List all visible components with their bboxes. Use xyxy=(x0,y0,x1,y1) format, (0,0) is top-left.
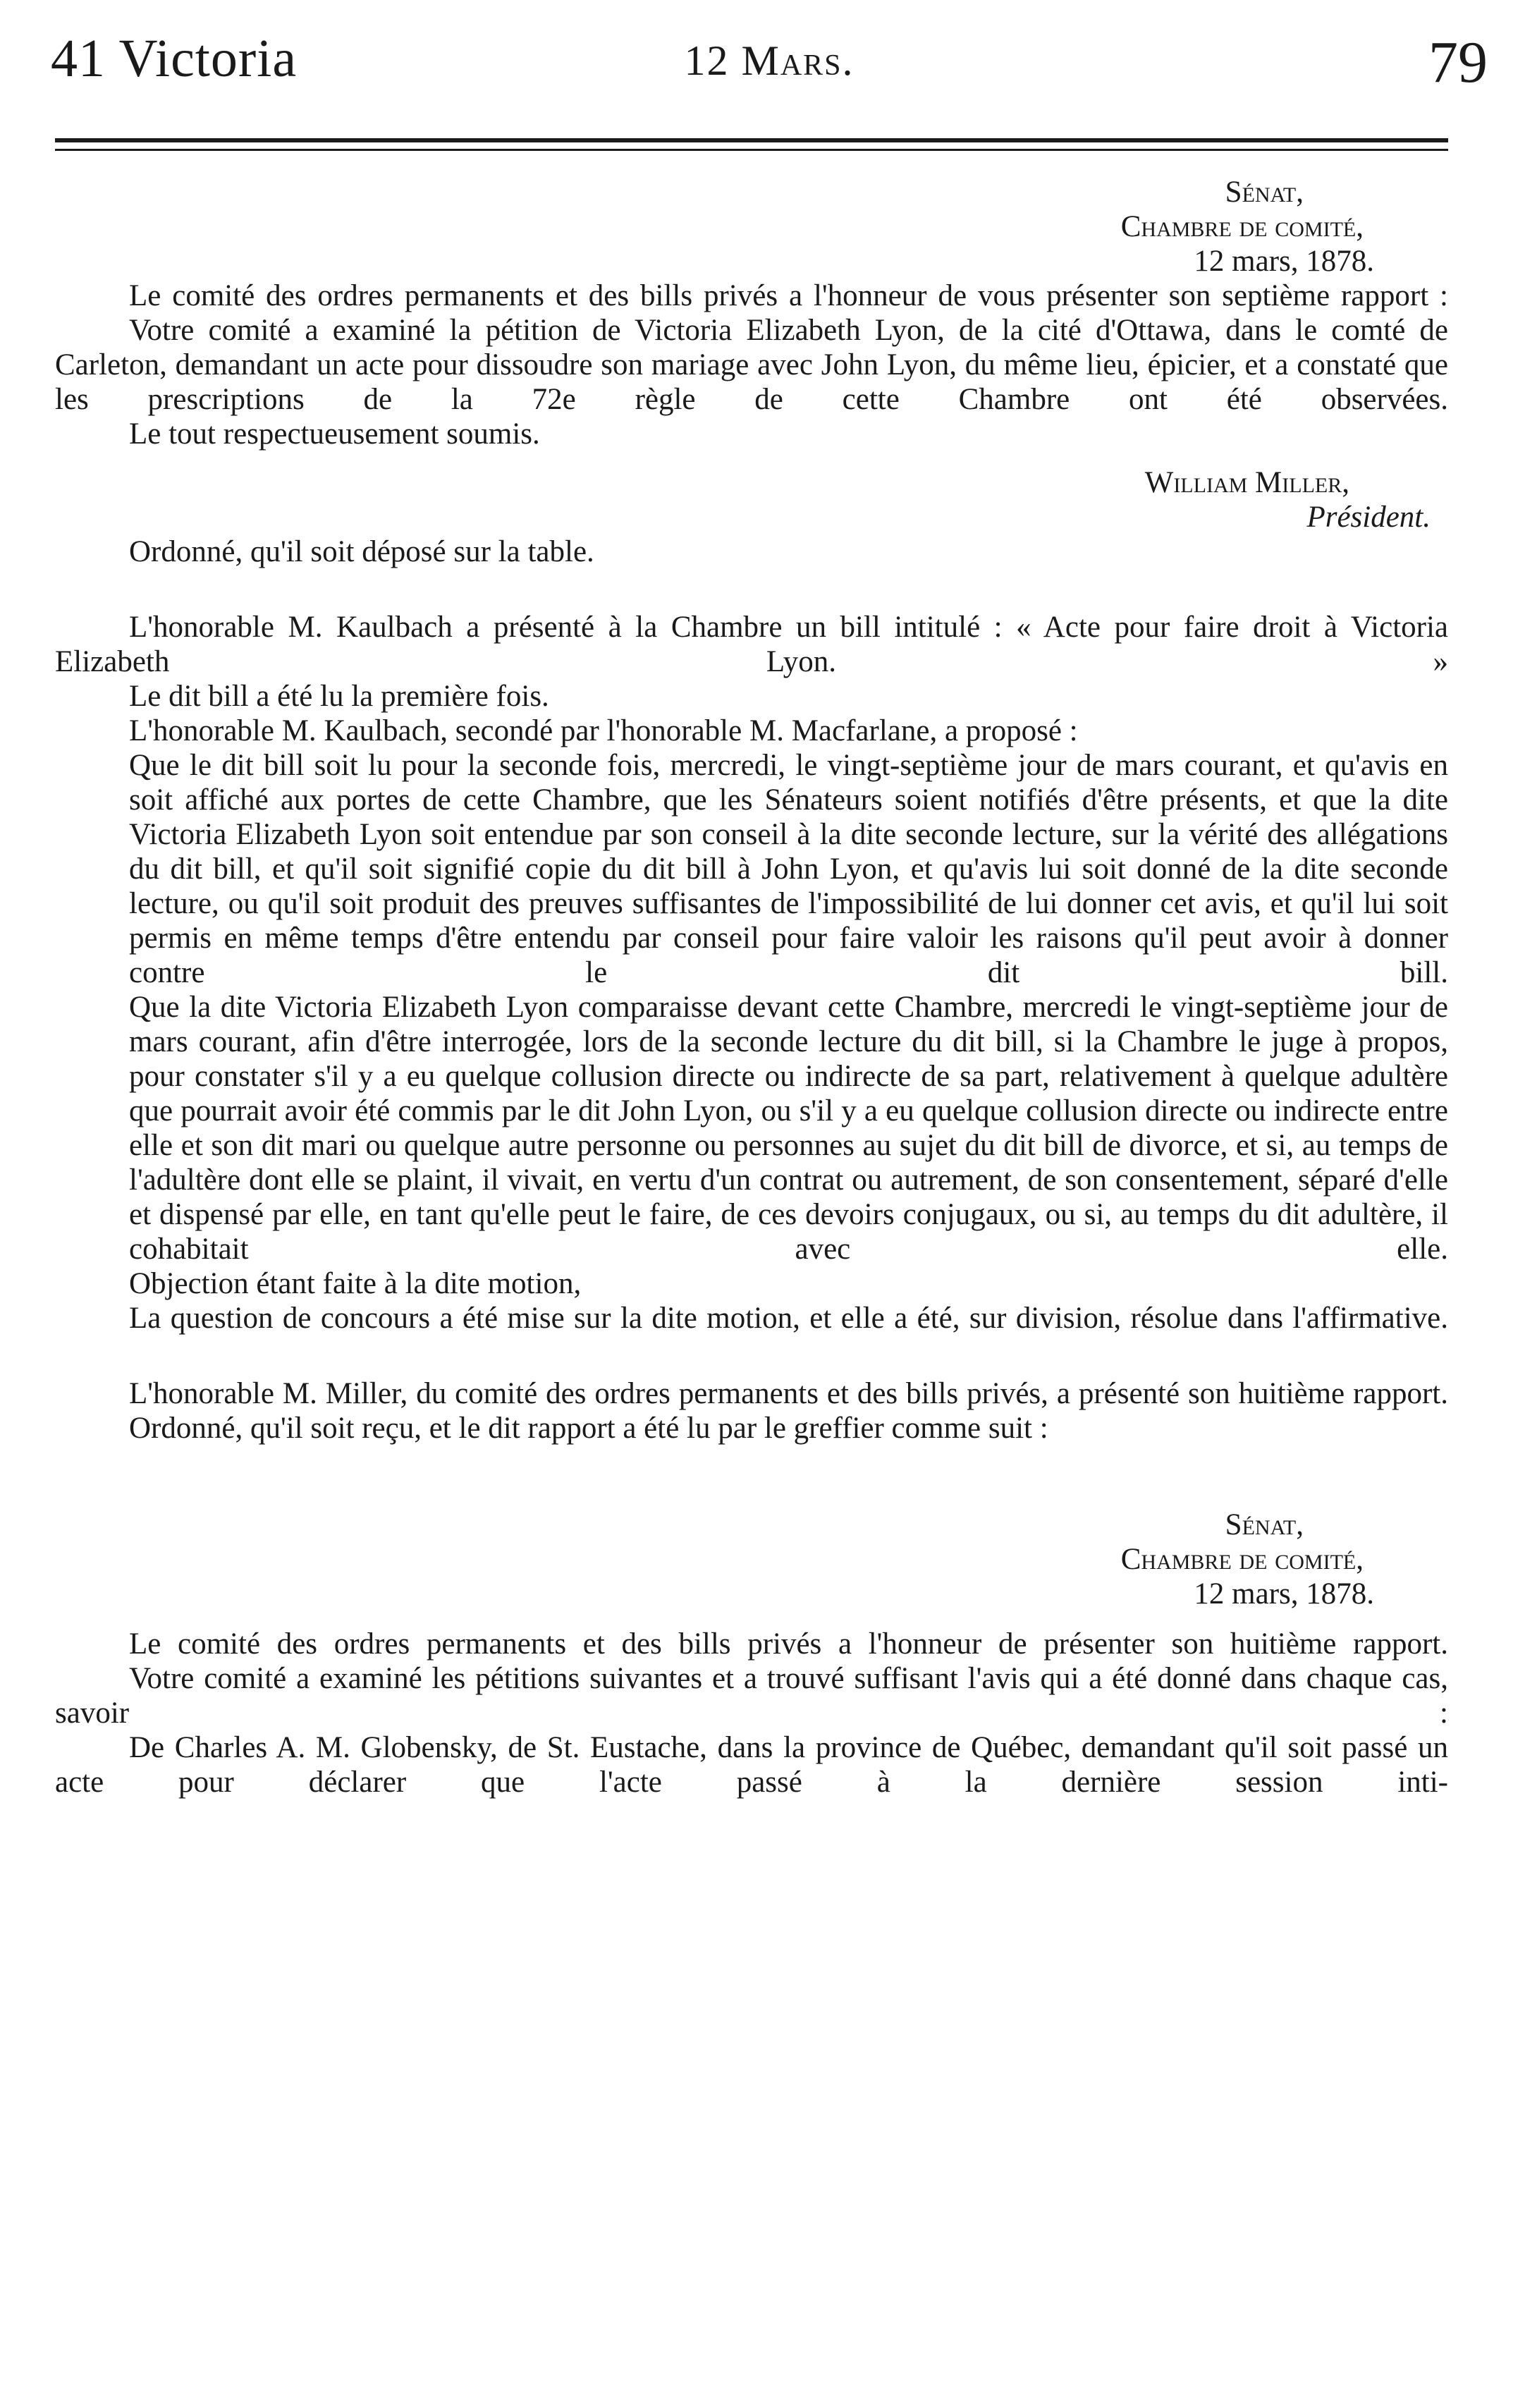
header-date: 12 Mars. xyxy=(684,37,855,84)
motion-proposed: L'honorable M. Kaulbach, secondé par l'honorable M. Macfarlane, a proposé : xyxy=(129,714,1078,747)
running-header xyxy=(51,28,1488,113)
motion-second-reading: Que le dit bill soit lu pour la seconde fois, mercredi, le vingt-septième jour de mars courant, et qu'avis en soit affiché aux portes de cette Chambre, que les Sénateurs soient notifiés d'être présents, et que la dite Victoria Elizabeth Lyon soit entendue par son conseil à la dite seconde lecture, sur la vérité des allégations du dit bill, et qu'il soit signifié copie du dit bill à John Lyon, et qu'avis lui soit donné de la dite seconde lecture, ou qu'il soit produit des preuves suffisantes de l'impossibilité de lui donner cet avis, et qu'il lui soit permis en même temps d'être entendu par conseil pour faire valoir les raisons qu'il peut avoir à donner contre le dit bill. xyxy=(129,749,1448,989)
report1-heading-senat: Sénat, xyxy=(1225,176,1304,209)
report2-intro: Le comité des ordres permanents et des bills privés a l'honneur de présenter son huitième rapport. xyxy=(129,1627,1448,1661)
bill-first-reading: Le dit bill a été lu la première fois. xyxy=(129,680,549,713)
report1-closing: Le tout respectueusement soumis. xyxy=(129,417,540,451)
report2-heading-chambre: Chambre de comité, xyxy=(1120,1543,1364,1576)
eighth-report-presented: L'honorable M. Miller, du comité des ordres permanents et des bills privés, a présenté son huitième rapport. xyxy=(129,1377,1448,1410)
eighth-report-order: Ordonné, qu'il soit reçu, et le dit rapport a été lu par le greffier comme suit : xyxy=(129,1412,1048,1445)
report1-intro: Le comité des ordres permanents et des bills privés a l'honneur de vous présenter son septième rapport : xyxy=(129,279,1448,312)
header-session: 41 Victoria xyxy=(51,29,298,88)
report1-petition: Votre comité a examiné la pétition de Victoria Elizabeth Lyon, de la cité d'Ottawa, dans le comté de Carleton, demandant un acte pour dissoudre son mariage avec John Lyon, du même lieu, épicier, et a constaté que les prescriptions de la 72e règle de cette Chambre ont été observées. xyxy=(55,314,1448,416)
motion-resolution: La question de concours a été mise sur la dite motion, et elle a été, sur division, résolue dans l'affirmative. xyxy=(129,1302,1448,1335)
report2-date: 12 mars, 1878. xyxy=(1194,1577,1374,1611)
page-body xyxy=(55,175,1448,1799)
report2-globensky-petition: De Charles A. M. Globensky, de St. Eustache, dans la province de Québec, demandant qu'il soit passé un acte pour déclarer que l'acte passé à la dernière session inti- xyxy=(55,1731,1448,1799)
report2-heading-senat: Sénat, xyxy=(1225,1508,1304,1541)
header-rule-thin xyxy=(55,149,1448,151)
motion-appearance: Que la dite Victoria Elizabeth Lyon comparaisse devant cette Chambre, mercredi le vingt-septième jour de mars courant, afin d'être interrogée, lors de la seconde lecture du dit bill, si la Chambre le juge à propos, pour constater s'il y a eu quelque collusion directe ou indirecte de sa part, relativement à quelque adultère que pourrait avoir été commis par le dit John Lyon, ou s'il y a eu quelque collusion directe ou indirecte entre elle et son dit mari ou quelque autre personne ou personnes au sujet du dit bill de divorce, et si, au temps de l'adultère dont elle se plaint, il vivait, en vertu d'un contrat ou autrement, de son consentement, séparé d'elle et dispensé par elle, en tant qu'elle peut le faire, de ces devoirs conjugaux, ou si, au temps du dit adultère, il cohabitait avec elle. xyxy=(129,991,1448,1266)
bill-introduction: L'honorable M. Kaulbach a présenté à la Chambre un bill intitulé : « Acte pour faire droit à Victoria Elizabeth Lyon. » xyxy=(55,611,1448,678)
motion-objection: Objection étant faite à la dite motion, xyxy=(129,1267,582,1300)
report2-petitions: Votre comité a examiné les pétitions suivantes et a trouvé suffisant l'avis qui a été donné dans chaque cas, savoir : xyxy=(55,1662,1448,1730)
header-rule-thick xyxy=(55,138,1448,142)
report1-heading-chambre: Chambre de comité, xyxy=(1120,210,1364,243)
report1-date: 12 mars, 1878. xyxy=(1194,245,1374,278)
report1-signature: William Miller, xyxy=(1144,466,1349,499)
report1-order: Ordonné, qu'il soit déposé sur la table. xyxy=(129,535,594,568)
report1-signature-title: Président. xyxy=(1306,501,1431,534)
page-number: 79 xyxy=(1428,30,1488,95)
